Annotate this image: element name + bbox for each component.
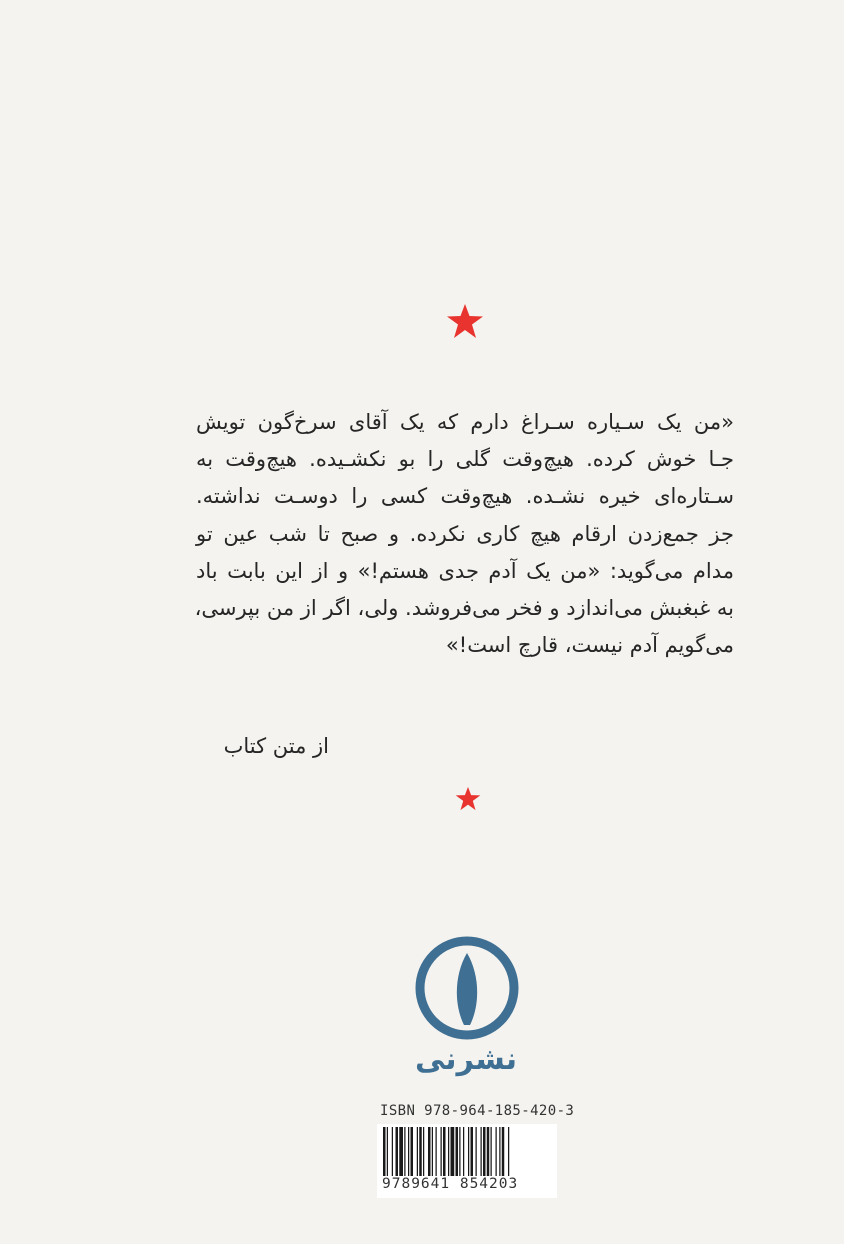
star-ornament-bottom-icon bbox=[455, 786, 481, 811]
star-ornament-top-icon bbox=[446, 303, 484, 339]
barcode-bar bbox=[399, 1127, 403, 1179]
isbn-label: ISBN 978-964-185-420-3 bbox=[380, 1103, 575, 1119]
barcode-bar bbox=[481, 1127, 482, 1179]
star-shape bbox=[447, 304, 483, 338]
quote-line: «من یک سـیاره سـراغ دارم که یک آقای سرخ‌گون تویش bbox=[196, 410, 734, 434]
barcode-bar bbox=[471, 1127, 474, 1179]
publisher-logo bbox=[414, 935, 520, 1045]
barcode-bar bbox=[441, 1127, 442, 1179]
quote-line: مدام می‌گوید: «من یک آدم جدی هستم!» و از این بابت باد bbox=[196, 558, 734, 583]
quote-line: جـا خوش کرده. هیچ‌وقت گلی را بو نکشـیده. هیچ‌وقت به bbox=[196, 447, 734, 472]
barcode-digits: 9789641 854203 bbox=[382, 1176, 519, 1192]
barcode-bar bbox=[408, 1127, 409, 1179]
barcode-bar bbox=[468, 1127, 469, 1179]
barcode-bar bbox=[423, 1127, 424, 1179]
barcode-bar bbox=[476, 1127, 477, 1179]
quote-line: جز جمع‌زدن ارقام هیچ کاری نکرده. و صبح تا شب عین تو bbox=[196, 521, 734, 546]
barcode-bar bbox=[496, 1127, 497, 1179]
publisher-name: نشرنی bbox=[414, 1042, 518, 1077]
barcode-bars bbox=[381, 1127, 553, 1179]
barcode-bar bbox=[451, 1127, 455, 1179]
barcode-bar bbox=[419, 1127, 422, 1179]
barcode-bar bbox=[387, 1127, 388, 1179]
back-cover-quote bbox=[196, 404, 734, 664]
barcode-bar bbox=[491, 1127, 492, 1179]
barcode-bar bbox=[436, 1127, 437, 1179]
quote-line: به غبغبش می‌اندازد و فخر می‌فروشد. ولی، اگر از من بپرسی، bbox=[194, 596, 734, 621]
barcode-bar bbox=[487, 1127, 490, 1179]
barcode-bar bbox=[502, 1127, 505, 1179]
barcode-bar bbox=[483, 1127, 486, 1179]
barcode-bar bbox=[396, 1127, 399, 1179]
barcode-bar bbox=[463, 1127, 464, 1179]
barcode-bar bbox=[411, 1127, 414, 1179]
quote-line: می‌گویم آدم نیست، قارچ است!» bbox=[445, 633, 734, 658]
barcode-bar bbox=[459, 1127, 460, 1179]
barcode-bar bbox=[456, 1127, 459, 1179]
quote-source: از متن کتاب bbox=[223, 734, 329, 758]
barcode-bar bbox=[443, 1127, 446, 1179]
barcode-bar bbox=[432, 1127, 433, 1179]
barcode-bar bbox=[404, 1127, 405, 1179]
barcode-bar bbox=[448, 1127, 449, 1179]
barcode-bar bbox=[499, 1127, 500, 1179]
reed-circle-logo-icon bbox=[414, 935, 520, 1041]
barcode-bar bbox=[392, 1127, 393, 1179]
barcode-bar bbox=[508, 1127, 509, 1179]
quote-line: سـتاره‌ای خیره نشـده. هیچ‌وقت کسی را دوسـت نداشته. bbox=[196, 484, 734, 509]
barcode-bar bbox=[383, 1127, 386, 1179]
star-shape bbox=[456, 787, 481, 810]
barcode-bar bbox=[428, 1127, 431, 1179]
barcode-bar bbox=[417, 1127, 418, 1179]
